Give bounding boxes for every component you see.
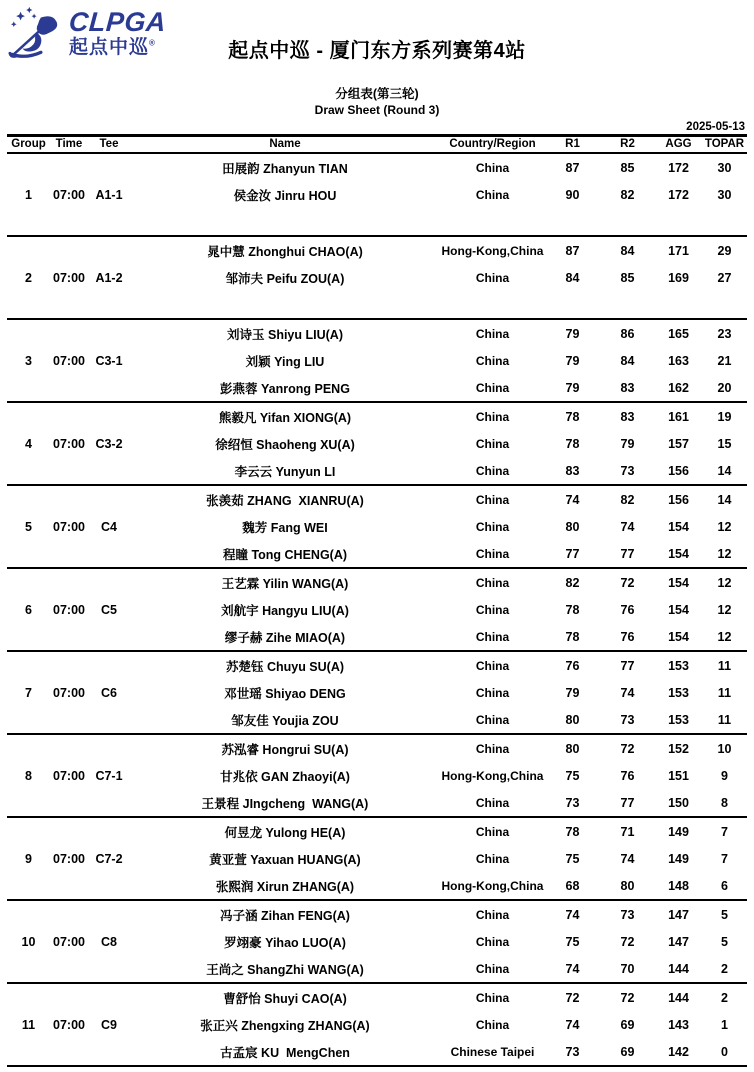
group-block <box>7 485 747 568</box>
topar-cell: 0 <box>721 1044 728 1059</box>
r1-cell: 79 <box>565 353 580 368</box>
topar-cell <box>702 208 747 236</box>
time-cell: 07:00 <box>53 353 85 368</box>
player-row <box>7 734 747 762</box>
player-name-cell: 张熙润 Xirun ZHANG(A) <box>215 879 355 894</box>
player-name-cell: 李云云 Yunyun LI <box>234 464 336 479</box>
agg-cell: 156 <box>668 492 689 507</box>
player-row <box>7 236 747 264</box>
topar-cell: 15 <box>717 436 732 451</box>
player-name-cell: 王艺霖 Yilin WANG(A) <box>221 576 349 591</box>
group-block <box>7 153 747 236</box>
r1-cell: 87 <box>565 160 580 175</box>
r1-cell: 75 <box>565 934 580 949</box>
r1-cell: 79 <box>565 685 580 700</box>
agg-cell: 172 <box>668 187 689 202</box>
tee-cell: A1-1 <box>95 187 123 202</box>
time-cell: 07:00 <box>53 851 85 866</box>
agg-cell: 143 <box>668 1017 689 1032</box>
r2-cell: 74 <box>620 685 635 700</box>
country-cell: China <box>475 629 510 644</box>
player-name-cell: 邹沛夫 Peifu ZOU(A) <box>225 271 345 286</box>
player-name-cell: 苏楚钰 Chuyu SU(A) <box>225 659 345 674</box>
time-cell: 07:00 <box>53 519 85 534</box>
time-cell: 07:00 <box>53 934 85 949</box>
r2-cell: 72 <box>620 741 635 756</box>
agg-cell: 165 <box>668 326 689 341</box>
tee-cell: C5 <box>101 602 117 617</box>
group-number-cell: 3 <box>25 353 32 368</box>
col-header-r1: R1 <box>565 138 580 150</box>
player-name-cell <box>130 208 440 236</box>
r1-cell: 84 <box>565 270 580 285</box>
r2-cell: 73 <box>620 463 635 478</box>
group-block <box>7 817 747 900</box>
tee-cell: C8 <box>101 934 117 949</box>
time-cell: 07:00 <box>53 602 85 617</box>
r2-cell: 76 <box>620 602 635 617</box>
group-number-cell: 5 <box>25 519 32 534</box>
r1-cell: 76 <box>565 658 580 673</box>
r1-cell: 80 <box>565 741 580 756</box>
r1-cell: 74 <box>565 1017 580 1032</box>
r1-cell: 78 <box>565 436 580 451</box>
topar-cell: 21 <box>717 353 732 368</box>
player-name-cell: 刘诗玉 Shiyu LIU(A) <box>227 327 343 342</box>
player-name-cell: 熊毅凡 Yifan XIONG(A) <box>218 410 352 425</box>
player-name-cell: 邓世瑶 Shiyao DENG <box>224 686 346 701</box>
r1-cell: 82 <box>565 575 580 590</box>
agg-cell: 154 <box>668 546 689 561</box>
tee-cell: C4 <box>101 519 117 534</box>
topar-cell: 30 <box>717 187 732 202</box>
r2-cell: 85 <box>620 270 635 285</box>
country-cell: China <box>475 436 510 451</box>
player-name-cell: 甘兆依 GAN Zhaoyi(A) <box>220 769 350 784</box>
topar-cell: 19 <box>717 409 732 424</box>
player-name-cell: 张正兴 Zhengxing ZHANG(A) <box>200 1018 370 1033</box>
agg-cell: 157 <box>668 436 689 451</box>
topar-cell: 7 <box>721 824 728 839</box>
player-name-cell: 侯金汝 Jinru HOU <box>233 188 337 203</box>
topar-cell: 14 <box>717 463 732 478</box>
time-cell: 07:00 <box>53 270 85 285</box>
agg-cell: 153 <box>668 658 689 673</box>
agg-cell: 161 <box>668 409 689 424</box>
player-name-cell: 程瞳 Tong CHENG(A) <box>222 547 348 562</box>
agg-cell: 151 <box>668 768 689 783</box>
subtitle-chinese: 分组表(第三轮) <box>335 87 419 101</box>
country-cell: China <box>475 353 510 368</box>
r2-cell: 72 <box>620 934 635 949</box>
r1-cell: 80 <box>565 519 580 534</box>
r2-cell: 69 <box>620 1044 635 1059</box>
r1-cell: 75 <box>565 851 580 866</box>
player-row <box>7 983 747 1011</box>
topar-cell: 11 <box>717 658 732 673</box>
topar-cell: 9 <box>721 768 728 783</box>
agg-cell <box>655 291 702 319</box>
topar-cell <box>702 291 747 319</box>
r2-cell: 74 <box>620 519 635 534</box>
r1-cell: 78 <box>565 824 580 839</box>
country-cell: China <box>475 575 510 590</box>
agg-cell: 154 <box>668 629 689 644</box>
country-cell: China <box>475 546 510 561</box>
country-cell: China <box>475 160 510 175</box>
topar-cell: 2 <box>721 961 728 976</box>
player-row <box>7 900 747 928</box>
logo-subbrand-text: 起点中巡® <box>69 37 156 58</box>
player-name-cell: 何昱龙 Yulong HE(A) <box>224 825 346 840</box>
player-name-cell: 邹友佳 Youjia ZOU <box>231 713 339 728</box>
r2-cell: 82 <box>620 492 635 507</box>
player-name-cell: 刘航宇 Hangyu LIU(A) <box>221 603 349 618</box>
group-block <box>7 319 747 402</box>
country-cell <box>440 208 545 236</box>
country-cell: China <box>475 685 510 700</box>
player-name-cell: 罗翊豪 Yihao LUO(A) <box>224 935 346 950</box>
r1-cell: 78 <box>565 409 580 424</box>
agg-cell: 153 <box>668 685 689 700</box>
agg-cell: 149 <box>668 851 689 866</box>
group-number-cell: 2 <box>25 270 32 285</box>
player-name-cell: 魏芳 Fang WEI <box>242 520 328 535</box>
player-row <box>7 485 747 513</box>
logo-brand-text: CLPGA <box>67 7 168 37</box>
country-cell: Hong-Kong,China <box>441 768 544 783</box>
tee-cell: C3-1 <box>95 353 123 368</box>
agg-cell: 144 <box>668 961 689 976</box>
agg-cell: 147 <box>668 907 689 922</box>
player-row <box>7 319 747 347</box>
topar-cell: 12 <box>717 602 732 617</box>
agg-cell: 153 <box>668 712 689 727</box>
topar-cell: 27 <box>717 270 732 285</box>
player-name-cell: 王尚之 ShangZhi WANG(A) <box>206 962 364 977</box>
tee-cell: C6 <box>101 685 117 700</box>
player-name-cell: 黄亚萱 Yaxuan HUANG(A) <box>209 852 361 867</box>
agg-cell: 154 <box>668 575 689 590</box>
time-cell: 07:00 <box>53 187 85 202</box>
player-row <box>7 568 747 596</box>
country-cell: Hong-Kong,China <box>441 243 544 258</box>
country-cell: China <box>475 658 510 673</box>
r1-cell: 83 <box>565 463 580 478</box>
r2-cell <box>600 291 655 319</box>
topar-cell: 1 <box>721 1017 728 1032</box>
country-cell: China <box>475 492 510 507</box>
player-name-cell: 彭燕蓉 Yanrong PENG <box>220 381 350 396</box>
col-header-agg: AGG <box>665 138 692 150</box>
agg-cell: 172 <box>668 160 689 175</box>
player-name-cell: 冯子涵 Zihan FENG(A) <box>220 908 350 923</box>
country-cell: China <box>475 824 510 839</box>
tee-cell: A1-2 <box>95 270 123 285</box>
player-row <box>7 817 747 845</box>
time-cell: 07:00 <box>53 768 85 783</box>
agg-cell: 154 <box>668 519 689 534</box>
col-header-country: Country/Region <box>449 138 536 150</box>
agg-cell: 142 <box>668 1044 689 1059</box>
r2-cell: 77 <box>620 546 635 561</box>
topar-cell: 11 <box>717 685 732 700</box>
topar-cell: 30 <box>717 160 732 175</box>
r2-cell: 82 <box>620 187 635 202</box>
r2-cell: 84 <box>620 353 635 368</box>
tee-cell: C7-2 <box>95 851 123 866</box>
r2-cell: 77 <box>620 658 635 673</box>
country-cell: China <box>475 990 510 1005</box>
group-number-cell: 1 <box>25 187 32 202</box>
r2-cell: 84 <box>620 243 635 258</box>
r2-cell: 70 <box>620 961 635 976</box>
group-number-cell: 8 <box>25 768 32 783</box>
group-block <box>7 983 747 1066</box>
agg-cell: 169 <box>668 270 689 285</box>
country-cell: China <box>475 463 510 478</box>
r1-cell <box>545 208 600 236</box>
subtitle-english: Draw Sheet (Round 3) <box>314 103 440 117</box>
group-block <box>7 568 747 651</box>
col-header-group: Group <box>11 138 46 150</box>
page-header <box>0 0 754 78</box>
agg-cell: 163 <box>668 353 689 368</box>
country-cell: China <box>475 409 510 424</box>
r1-cell: 90 <box>565 187 580 202</box>
country-cell: China <box>475 519 510 534</box>
r2-cell: 76 <box>620 768 635 783</box>
country-cell: China <box>475 602 510 617</box>
player-name-cell: 徐绍恒 Shaoheng XU(A) <box>215 437 355 452</box>
r2-cell: 73 <box>620 712 635 727</box>
r2-cell: 73 <box>620 907 635 922</box>
r1-cell: 74 <box>565 961 580 976</box>
col-header-time: Time <box>55 138 83 150</box>
table-header-row <box>7 136 747 154</box>
agg-cell: 147 <box>668 934 689 949</box>
r1-cell: 78 <box>565 629 580 644</box>
r2-cell: 86 <box>620 326 635 341</box>
country-cell <box>440 291 545 319</box>
r1-cell: 80 <box>565 712 580 727</box>
player-name-cell: 缪子赫 Zihe MIAO(A) <box>224 630 346 645</box>
r2-cell: 72 <box>620 575 635 590</box>
topar-cell: 20 <box>717 380 732 395</box>
topar-cell: 29 <box>717 243 732 258</box>
page-title: 起点中巡 - 厦门东方系列赛第4站 <box>228 40 526 62</box>
time-cell: 07:00 <box>53 1017 85 1032</box>
agg-cell: 171 <box>668 243 689 258</box>
r2-cell: 71 <box>620 824 635 839</box>
country-cell: Chinese Taipei <box>450 1044 535 1059</box>
r1-cell <box>545 291 600 319</box>
group-number-cell: 10 <box>21 934 36 949</box>
agg-cell <box>655 208 702 236</box>
r2-cell: 77 <box>620 795 635 810</box>
agg-cell: 156 <box>668 463 689 478</box>
topar-cell: 8 <box>721 795 728 810</box>
registered-mark: ® <box>149 38 156 48</box>
col-header-r2: R2 <box>620 138 635 150</box>
topar-cell: 12 <box>717 575 732 590</box>
tee-cell: C3-2 <box>95 436 123 451</box>
country-cell: China <box>475 712 510 727</box>
player-row <box>7 402 747 430</box>
r1-cell: 87 <box>565 243 580 258</box>
r1-cell: 74 <box>565 907 580 922</box>
player-row <box>7 651 747 679</box>
player-name-cell: 晁中慧 Zhonghui CHAO(A) <box>207 244 363 259</box>
r1-cell: 78 <box>565 602 580 617</box>
r1-cell: 79 <box>565 326 580 341</box>
country-cell: China <box>475 326 510 341</box>
r1-cell: 73 <box>565 1044 580 1059</box>
group-number-cell: 6 <box>25 602 32 617</box>
country-cell: China <box>475 907 510 922</box>
time-cell: 07:00 <box>53 436 85 451</box>
col-header-tee: Tee <box>99 138 119 150</box>
player-name-cell: 刘颖 Ying LIU <box>245 354 325 369</box>
tee-cell: C7-1 <box>95 768 123 783</box>
agg-cell: 150 <box>668 795 689 810</box>
player-name-cell: 张羡茹 ZHANG XIANRU(A) <box>206 493 364 508</box>
agg-cell: 154 <box>668 602 689 617</box>
country-cell: China <box>475 961 510 976</box>
draw-sheet-table <box>7 134 747 1067</box>
r2-cell: 85 <box>620 160 635 175</box>
r1-cell: 74 <box>565 492 580 507</box>
agg-cell: 148 <box>668 878 689 893</box>
topar-cell: 12 <box>717 546 732 561</box>
player-name-cell: 苏泓睿 Hongrui SU(A) <box>221 742 349 757</box>
topar-cell: 5 <box>721 907 728 922</box>
group-block <box>7 402 747 485</box>
player-name-cell: 田展韵 Zhanyun TIAN <box>222 161 348 176</box>
topar-cell: 6 <box>721 878 728 893</box>
topar-cell: 11 <box>717 712 732 727</box>
col-header-name: Name <box>269 138 301 150</box>
r1-cell: 72 <box>565 990 580 1005</box>
group-number-cell: 7 <box>25 685 32 700</box>
player-name-cell <box>130 291 440 319</box>
country-cell: China <box>475 851 510 866</box>
group-block <box>7 900 747 983</box>
topar-cell: 7 <box>721 851 728 866</box>
tee-cell: C9 <box>101 1017 117 1032</box>
r1-cell: 75 <box>565 768 580 783</box>
player-name-cell: 古孟宸 KU MengChen <box>220 1045 350 1060</box>
r2-cell: 74 <box>620 851 635 866</box>
topar-cell: 23 <box>717 326 732 341</box>
r2-cell: 83 <box>620 409 635 424</box>
topar-cell: 12 <box>717 629 732 644</box>
country-cell: China <box>475 187 510 202</box>
country-cell: China <box>475 795 510 810</box>
r2-cell: 69 <box>620 1017 635 1032</box>
group-block <box>7 651 747 734</box>
r2-cell: 79 <box>620 436 635 451</box>
group-block <box>7 236 747 319</box>
agg-cell: 162 <box>668 380 689 395</box>
topar-cell: 14 <box>717 492 732 507</box>
r2-cell: 72 <box>620 990 635 1005</box>
topar-cell: 2 <box>721 990 728 1005</box>
agg-cell: 149 <box>668 824 689 839</box>
r1-cell: 68 <box>565 878 580 893</box>
country-cell: China <box>475 270 510 285</box>
r1-cell: 73 <box>565 795 580 810</box>
agg-cell: 144 <box>668 990 689 1005</box>
player-name-cell: 王景程 JIngcheng WANG(A) <box>201 796 369 811</box>
r1-cell: 79 <box>565 380 580 395</box>
group-block <box>7 734 747 817</box>
country-cell: China <box>475 1017 510 1032</box>
topar-cell: 12 <box>717 519 732 534</box>
topar-cell: 10 <box>717 741 732 756</box>
country-cell: China <box>475 380 510 395</box>
r2-cell: 76 <box>620 629 635 644</box>
r2-cell: 80 <box>620 878 635 893</box>
time-cell: 07:00 <box>53 685 85 700</box>
country-cell: China <box>475 934 510 949</box>
report-date: 2025-05-13 <box>686 121 745 133</box>
r2-cell: 83 <box>620 380 635 395</box>
col-header-topar: TOPAR <box>704 138 745 150</box>
player-row <box>7 153 747 181</box>
group-number-cell: 4 <box>25 436 32 451</box>
r1-cell: 77 <box>565 546 580 561</box>
country-cell: China <box>475 741 510 756</box>
group-number-cell: 11 <box>21 1017 36 1032</box>
r2-cell <box>600 208 655 236</box>
topar-cell: 5 <box>721 934 728 949</box>
group-number-cell: 9 <box>25 851 32 866</box>
country-cell: Hong-Kong,China <box>441 878 544 893</box>
agg-cell: 152 <box>668 741 689 756</box>
player-name-cell: 曹舒怡 Shuyi CAO(A) <box>223 991 347 1006</box>
